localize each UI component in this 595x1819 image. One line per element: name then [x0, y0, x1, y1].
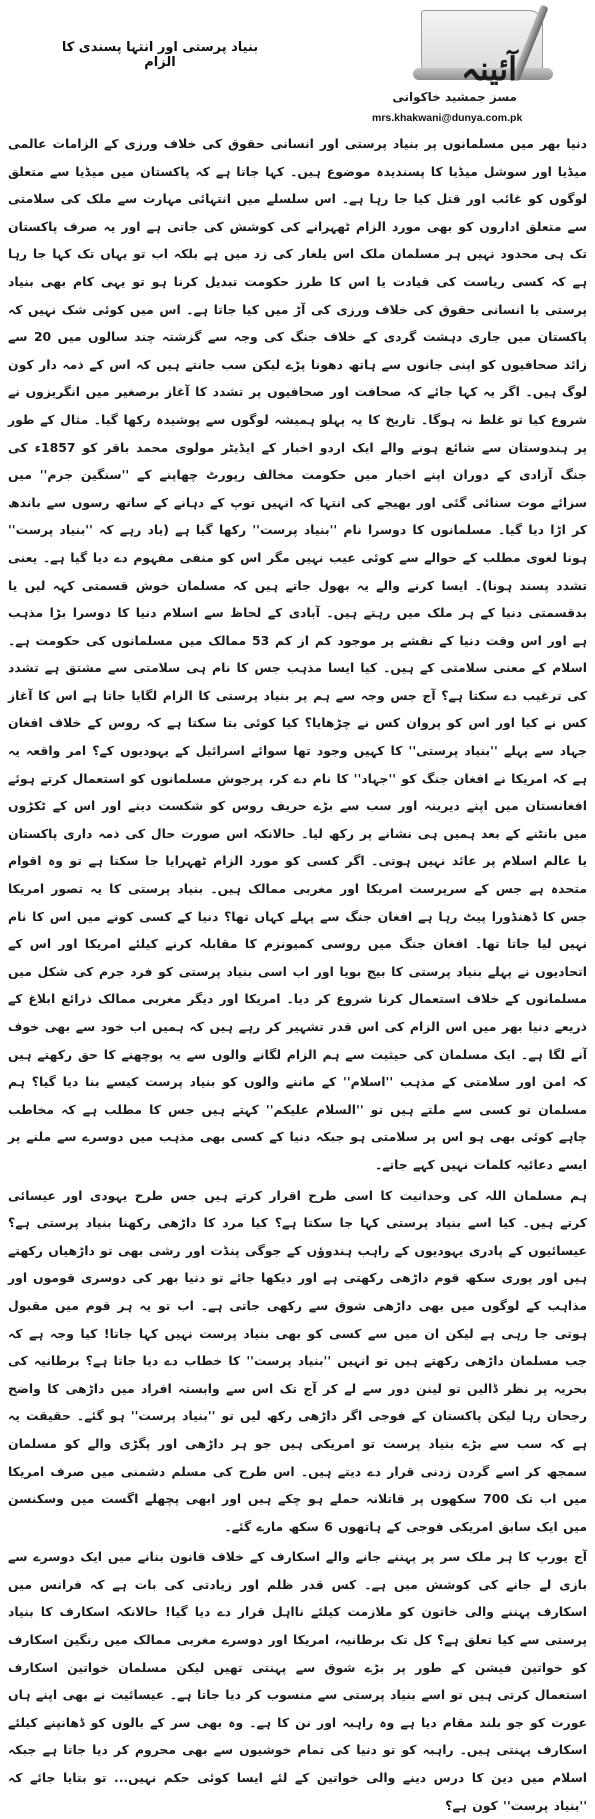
article-paragraph: دنیا بھر میں مسلمانوں پر بنیاد پرستی اور انسانی حقوق کی خلاف ورزی کے الزامات عالمی میڈیا اور سوشل میڈیا کا پسندیدہ موضوع ہیں۔ کہا جاتا ہے کہ پاکستان میں میڈیا سے متعلق لوگوں کو غائب اور قتل کیا جا رہا ہے۔ اس سلسلے میں انتہائی مہارت سے ملک کی سلامتی سے متعلق اداروں کو بھی مورد الزام ٹھہرانے کی کوشش کی جاتی ہے اور یہ صرف پاکستان تک ہی محدود نہیں ہر مسلمان ملک اس یلغار کی زد میں ہے بلکہ اب تو یہاں تک کہا جا رہا ہے کہ کسی ریاست کی قیادت یا اس کا طرز حکومت تبدیل کرنا ہو تو یہی کام بھی بنیاد پرستی یا انسانی حقوق کی خلاف ورزی کی آڑ میں کیا جاتا ہے۔ اس میں کوئی شک نہیں کہ پاکستان میں جاری دہشت گردی کے خلاف جنگ کی وجہ سے گزشتہ چند سالوں میں 20 سے زائد صحافیوں کو اپنی جانوں سے ہاتھ دھونا پڑے لیکن سب جانتے ہیں کہ اس کے ذمہ دار کون لوگ ہیں۔ اگر یہ کہا جائے کہ صحافت اور صحافیوں پر تشدد کا آغاز برصغیر میں انگریزوں نے شروع کیا تو غلط نہ ہوگا۔ تاریخ کا یہ پہلو ہمیشہ لوگوں سے پوشیدہ رکھا گیا۔ مثال کے طور پر ہندوستان سے شائع ہونے والے ایک اردو اخبار کے ایڈیٹر مولوی محمد باقر کو 1857ء کی جنگ آزادی کے دوران اپنے اخبار میں حکومت مخالف رپورٹ چھاپنے کے ''سنگین جرم'' میں سزائے موت سنائی گئی اور بھیجے کی انتہا کہ انہیں توپ کے دہانے کے ساتھ رسوں سے باندھ کر اڑا دیا گیا۔ مسلمانوں کا دوسرا نام ''بنیاد پرست'' رکھا گیا ہے (یاد رہے کہ ''بنیاد پرست'' ہونا لغوی مطلب کے حوالے سے کوئی عیب نہیں مگر اس کو منفی مفہوم دے دیا گیا ہے۔ یعنی تشدد پسند ہونا)۔ ایسا کرنے والے یہ بھول جاتے ہیں کہ مسلمان خوش قسمتی کہہ لیں یا بدقسمتی دنیا کے ہر ملک میں رہتے ہیں۔ آبادی کے لحاظ سے اسلام دنیا کا دوسرا بڑا مذہب ہے اور اس وقت دنیا کے نقشے پر موجود کم از کم 53 ممالک میں مسلمانوں کی حکومت ہے۔ اسلام کے معنی سلامتی کے ہیں۔ کیا ایسا مذہب جس کا نام ہی سلامتی سے مشتق ہے تشدد کی ترغیب دے سکتا ہے؟ آج جس وجہ سے ہم پر بنیاد پرستی کا الزام لگایا جاتا ہے اس کا آغاز کس نے کیا اور اس کو پروان کس نے چڑھایا؟ کیا کوئی بتا سکتا ہے کہ روس کے خلاف افغان جہاد سے پہلے ''بنیاد پرستی'' کا کہیں وجود تھا سوائے اسرائیل کے یہودیوں کے؟ امر واقعہ یہ ہے کہ امریکا نے افغان جنگ کو ''جہاد'' کا نام دے کر، پرجوش مسلمانوں کو استعمال کرتے ہوئے افغانستان میں اپنے دیرینہ اور سب سے بڑے حریف روس کو شکست دینے اور اس کے ٹکڑوں میں بانٹنے کے بعد ہمیں ہی نشانے پر رکھ لیا۔ حالانکہ اس صورت حال کی ذمہ داری پاکستان یا عالم اسلام پر عائد نہیں ہوتی۔ اگر کسی کو مورد الزام ٹھہرایا جا سکتا ہے تو وہ اقوام متحدہ ہے جس کے سرپرست امریکا اور مغربی ممالک ہیں۔ بنیاد پرستی کا یہ تصور امریکا جس کا ڈھنڈورا پیٹ رہا ہے افغان جنگ سے پہلے کہاں تھا؟ دنیا کے کسی کونے میں اس کا نام نہیں لیا جاتا تھا۔ افغان جنگ میں روسی کمیونزم کا مقابلہ کرنے کیلئے امریکا اور اس کے اتحادیوں نے پہلے بنیاد پرستی کا بیج بویا اور اب اسی بنیاد پرستی کو فرد جرم کی شکل میں مسلمانوں کے خلاف استعمال کرنا شروع کر دیا۔ امریکا اور دیگر مغربی ممالک ذرائع ابلاغ کے ذریعے دنیا بھر میں اس الزام کی اس قدر تشہیر کر رہے ہیں کہ ہمیں اب خود سے بھی خوف آنے لگا ہے۔ ایک مسلمان کی حیثیت سے ہم الزام لگانے والوں سے یہ پوچھنے کا حق رکھتے ہیں کہ امن اور سلامتی کے مذہب ''اسلام'' کے ماننے والوں کو بنیاد پرست کیسے بنا دیا گیا؟ ہم مسلمان تو کسی سے ملتے ہیں تو ''السلام علیکم'' کہتے ہیں جس کا مطلب ہے کہ مخاطب چاہے کوئی بھی ہو اس پر سلامتی ہو جبکہ دنیا کے کسی بھی مذہب میں دوسرے سے ملنے پر ایسے دعائیہ کلمات نہیں کہے جاتے۔	[8, 136, 588, 1172]
column-header	[0, 0, 595, 128]
column-name: آئینہ	[461, 50, 517, 88]
article-paragraph: ہم مسلمان اللہ کی وحدانیت کا اسی طرح اقرار کرتے ہیں جس طرح یہودی اور عیسائی کرتے ہیں۔ کیا اسے بنیاد پرستی کہا جا سکتا ہے؟ کیا مرد کا داڑھی رکھنا بنیاد پرستی ہے؟ عیسائیوں کے پادری یہودیوں کے راہب ہندوؤں کے جوگی پنڈت اور رشی بھی تو داڑھیاں رکھتے ہیں اور پوری سکھ قوم داڑھی رکھتی ہے اور دیکھا جائے تو دنیا بھر کی دوسری قوموں اور مذاہب کے لوگوں میں بھی داڑھی شوق سے رکھی جاتی ہے۔ اب تو یہ ہر قوم میں مقبول ہوتی جا رہی ہے لیکن ان میں سے کسی کو بھی بنیاد پرست نہیں کہا جاتا! کیا وجہ ہے کہ جب مسلمان داڑھی رکھتے ہیں تو انہیں ''بنیاد پرست'' کا خطاب دے دیا جاتا ہے؟ برطانیہ کی بحریہ پر نظر ڈالیں تو لینن دور سے لے کر آج تک اس سے وابستہ افراد میں داڑھی کا واضح رجحان رہا لیکن پاکستان کے فوجی اگر داڑھی رکھ لیں تو ''بنیاد پرست'' ہو گئے۔ حقیقت یہ ہے کہ سب سے بڑے بنیاد پرست تو امریکی ہیں جو ہر داڑھی اور پگڑی والے کو مسلمان سمجھ کر اسے گردن زدنی قرار دے دیتے ہیں۔ اس طرح کی مسلم دشمنی میں صرف امریکا میں اب تک 700 سکھوں پر قاتلانہ حملے ہو چکے ہیں اور ابھی پچھلے اگست میں وسکنسن میں ایک سابق امریکی فوجی کے ہاتھوں 6 سکھ مارے گئے۔	[8, 1187, 587, 1534]
column-logo	[373, 6, 573, 118]
article-body	[8, 130, 588, 1813]
article-headline: بنیاد پرستی اور انتہا پسندی کا الزام	[61, 40, 259, 70]
article-paragraph: آج یورپ کا ہر ملک سر پر پہننے جانے والے اسکارف کے خلاف قانون بنانے میں ایک دوسرے سے بازی لے جانے کی کوشش میں ہے۔ کس قدر ظلم اور زیادتی کی بات ہے کہ فرانس میں اسکارف پہننے والی خاتون کو ملازمت کیلئے نااہل قرار دے دیا گیا! حالانکہ اسکارف کا بنیاد پرستی سے کیا تعلق ہے؟ کل تک برطانیہ، امریکا اور دوسرے مغربی ممالک میں رنگین اسکارف کو خواتین فیشن کے طور پر بڑے شوق سے پہنتی تھیں لیکن مسلمان خواتین اسکارف استعمال کرتی ہیں تو اسے بنیاد پرستی سے منسوب کر دیا جاتا ہے۔ عیسائیت نے بھی اپنے ہاں عورت کو جو بلند مقام دیا ہے وہ راہبہ اور نن کا ہے۔ وہ بھی سر کے بالوں کو ڈھانپنے کیلئے اسکارف پہنتی ہیں۔ راہبہ کو تو دنیا کی تمام خوشیوں سے بھی محروم کر دیا جاتا ہے جبکہ اسلام میں دین کا درس دینے والی خواتین کے لئے ایسا کوئی حکم نہیں... تو بتایا جائے کہ ''بنیاد پرست'' کون ہے؟	[8, 1549, 587, 1813]
author-name: مسز جمشید خاکوانی	[392, 90, 517, 104]
author-email[interactable]: mrs.khakwani@dunya.com.pk	[372, 112, 523, 124]
